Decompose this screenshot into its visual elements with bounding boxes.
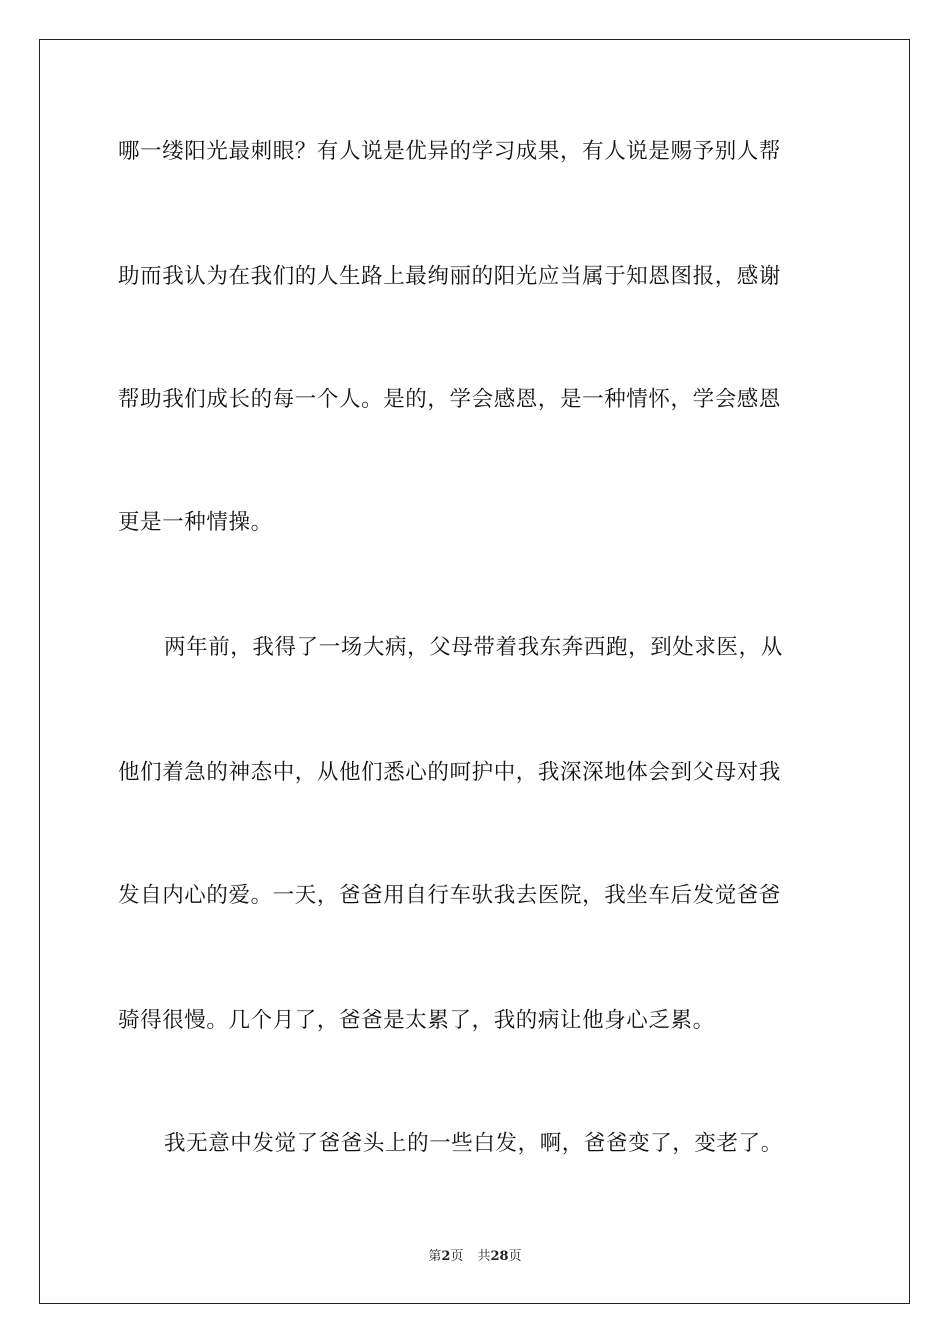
total-suffix: 页: [508, 1249, 522, 1264]
text-line-1: 哪一缕阳光最刺眼？有人说是优异的学习成果，有人说是赐予别人帮: [118, 139, 782, 164]
text-line-6: 他们着急的神态中，从他们悉心的呵护中，我深深地体会到父母对我: [118, 760, 782, 785]
page-suffix: 页: [450, 1249, 464, 1264]
page-border: [39, 39, 910, 1304]
text-line-9: 我无意中发觉了爸爸头上的一些白发，啊，爸爸变了，变老了。: [164, 1131, 783, 1156]
text-line-5: 两年前，我得了一场大病，父母带着我东奔西跑，到处求医，从: [164, 635, 783, 660]
text-line-3: 帮助我们成长的每一个人。是的，学会感恩，是一种情怀，学会感恩: [118, 387, 782, 412]
text-line-2: 助而我认为在我们的人生路上最绚丽的阳光应当属于知恩图报，感谢: [118, 264, 782, 289]
text-line-4: 更是一种情操。: [118, 510, 273, 535]
page-prefix: 第: [428, 1249, 442, 1264]
total-prefix: 共: [477, 1249, 491, 1264]
text-line-8: 骑得很慢。几个月了，爸爸是太累了，我的病让他身心乏累。: [118, 1008, 715, 1033]
page-footer: [0, 1248, 950, 1266]
total-pages: 28: [490, 1249, 509, 1264]
page-number: 2: [441, 1249, 451, 1264]
text-line-7: 发自内心的爱。一天，爸爸用自行车驮我去医院，我坐车后发觉爸爸: [118, 883, 782, 908]
